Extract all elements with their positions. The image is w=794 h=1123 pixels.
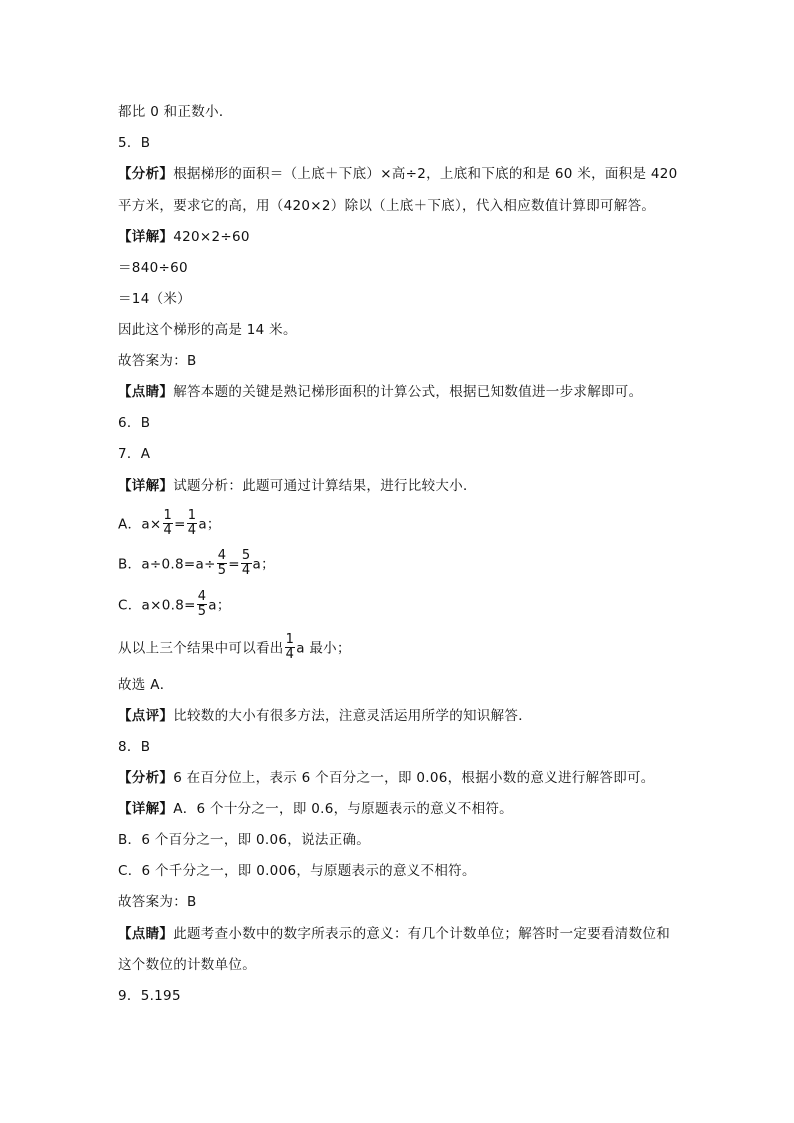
fraction bbox=[187, 509, 198, 538]
option-c-line bbox=[118, 591, 231, 619]
math-text: A．a× bbox=[118, 516, 162, 533]
text-line: 6 在百分位上，表示 6 个百分之一，即 0.06，根据小数的意义进行解答即可。 bbox=[173, 770, 655, 786]
detail-paragraph bbox=[118, 226, 250, 248]
math-text: a 最小； bbox=[296, 640, 351, 657]
section-tag: 【点睛】 bbox=[118, 384, 174, 400]
section-tag: 【分析】 bbox=[118, 166, 174, 182]
section-tag: 【点睛】 bbox=[118, 926, 174, 942]
numerator: 4 bbox=[217, 548, 227, 563]
conclusion-line bbox=[118, 634, 351, 662]
answer-q7: 7．A bbox=[118, 446, 151, 462]
review-paragraph bbox=[118, 705, 532, 727]
analysis-paragraph bbox=[118, 767, 655, 789]
math-text: B．a÷0.8=a÷ bbox=[118, 556, 216, 573]
text-line: 这个数位的计数单位。 bbox=[118, 957, 256, 973]
numerator: 4 bbox=[197, 589, 207, 604]
text-line: 此题考查小数中的数字所表示的意义：有几个计数单位；解答时一定要看清数位和 bbox=[173, 926, 671, 942]
section-tag: 【详解】 bbox=[118, 801, 174, 817]
answer-line: 故选 A． bbox=[118, 677, 174, 693]
denominator: 5 bbox=[197, 604, 207, 619]
text-line: B．6 个百分之一，即 0.06，说法正确。 bbox=[118, 832, 371, 848]
fraction bbox=[285, 633, 296, 662]
answer-q6: 6．B bbox=[118, 415, 151, 431]
fraction bbox=[197, 590, 208, 619]
equation-line: ＝840÷60 bbox=[118, 260, 188, 276]
math-text: a； bbox=[208, 597, 231, 614]
equation-line: 420×2÷60 bbox=[173, 229, 250, 245]
math-text: = bbox=[228, 556, 240, 573]
numerator: 1 bbox=[285, 632, 295, 647]
text-line: A．6 个十分之一，即 0.6，与原题表示的意义不相符。 bbox=[173, 801, 513, 817]
math-text: 从以上三个结果中可以看出 bbox=[118, 640, 284, 657]
fraction bbox=[163, 509, 174, 538]
analysis-paragraph bbox=[118, 163, 678, 185]
math-text: a； bbox=[252, 556, 275, 573]
denominator: 4 bbox=[285, 647, 295, 662]
denominator: 4 bbox=[163, 523, 173, 538]
section-tag: 【点评】 bbox=[118, 708, 174, 724]
answer-q5: 5．B bbox=[118, 135, 151, 151]
comment-paragraph bbox=[118, 381, 642, 403]
numerator: 1 bbox=[187, 508, 197, 523]
fraction bbox=[217, 549, 228, 578]
text-line: 因此这个梯形的高是 14 米。 bbox=[118, 322, 297, 338]
text-line: 根据梯形的面积＝（上底＋下底）×高÷2，上底和下底的和是 60 米，面积是 420 bbox=[173, 166, 678, 182]
numerator: 1 bbox=[163, 508, 173, 523]
detail-paragraph bbox=[118, 798, 513, 820]
answer-q8: 8．B bbox=[118, 739, 151, 755]
section-tag: 【分析】 bbox=[118, 770, 174, 786]
option-b-line bbox=[118, 550, 275, 578]
text-line: 解答本题的关键是熟记梯形面积的计算公式，根据已知数值进一步求解即可。 bbox=[173, 384, 643, 400]
text-line: 试题分析：此题可通过计算结果，进行比较大小． bbox=[173, 478, 477, 494]
answer-line: 故答案为：B bbox=[118, 894, 197, 910]
answer-q9: 9．5.195 bbox=[118, 988, 181, 1004]
text-line: 平方米，要求它的高，用（420×2）除以（上底＋下底），代入相应数值计算即可解答。 bbox=[118, 198, 656, 214]
option-a-line bbox=[118, 510, 221, 538]
detail-paragraph bbox=[118, 475, 477, 497]
fraction bbox=[241, 549, 252, 578]
math-text: a； bbox=[198, 516, 221, 533]
section-tag: 【详解】 bbox=[118, 478, 174, 494]
text-line: C．6 个千分之一，即 0.006，与原题表示的意义不相符。 bbox=[118, 863, 476, 879]
math-text: C．a×0.8= bbox=[118, 597, 196, 614]
denominator: 4 bbox=[187, 523, 197, 538]
answer-line: 故答案为：B bbox=[118, 353, 197, 369]
text-line: 比较数的大小有很多方法，注意灵活运用所学的知识解答． bbox=[173, 708, 533, 724]
denominator: 5 bbox=[217, 563, 227, 578]
section-tag: 【详解】 bbox=[118, 229, 174, 245]
comment-paragraph bbox=[118, 923, 670, 945]
equation-line: ＝14（米） bbox=[118, 291, 191, 307]
denominator: 4 bbox=[241, 563, 251, 578]
math-text: = bbox=[174, 516, 186, 533]
numerator: 5 bbox=[241, 548, 251, 563]
text-line: 都比 0 和正数小． bbox=[118, 104, 233, 120]
